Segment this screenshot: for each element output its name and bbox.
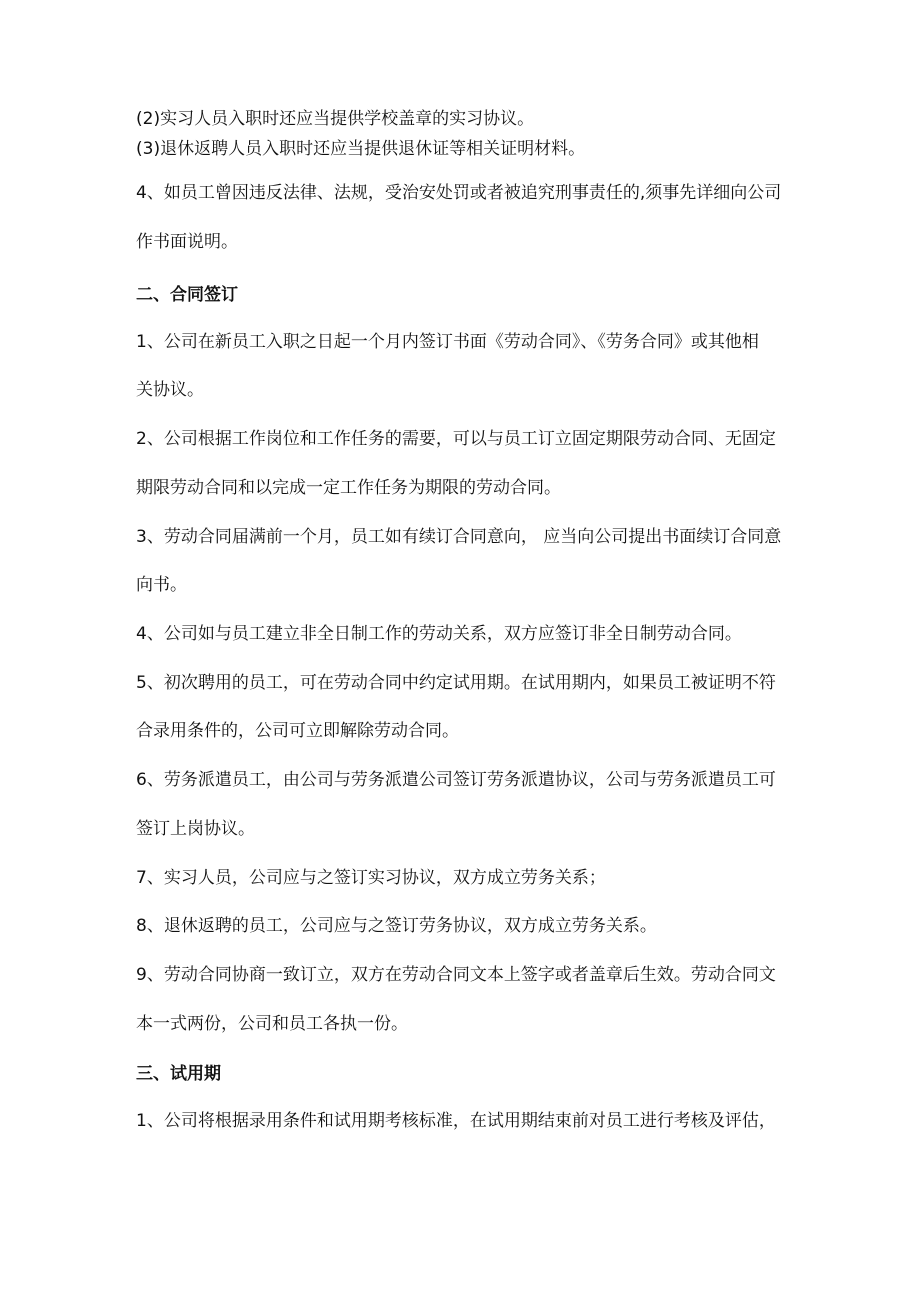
paragraph-line: 本一式两份，公司和员工各执一份。	[136, 1014, 408, 1034]
paragraph-line: 1、公司将根据录用条件和试用期考核标准，在试用期结束前对员工进行考核及评估，	[136, 1111, 776, 1131]
paragraph-line: 7、实习人员，公司应与之签订实习协议，双方成立劳务关系；	[136, 868, 606, 888]
paragraph-line: 关协议。	[136, 380, 204, 400]
paragraph-line: 4、如员工曾因违反法律、法规，受治安处罚或者被追究刑事责任的,须事先详细向公司	[136, 183, 782, 203]
paragraph-line: 期限劳动合同和以完成一定工作任务为期限的劳动合同。	[136, 478, 561, 498]
paragraph-line: 8、退休返聘的员工，公司应与之签订劳务协议，双方成立劳务关系。	[136, 916, 657, 936]
paragraph-line: 3、劳动合同届满前一个月，员工如有续订合同意向， 应当向公司提出书面续订合同意	[136, 527, 782, 547]
paragraph-line: (2)实习人员入职时还应当提供学校盖章的实习协议。	[136, 109, 535, 129]
paragraph-line: (3)退休返聘人员入职时还应当提供退休证等相关证明材料。	[136, 139, 586, 159]
paragraph-line: 签订上岗协议。	[136, 819, 255, 839]
paragraph-line: 9、劳动合同协商一致订立，双方在劳动合同文本上签字或者盖章后生效。劳动合同文	[136, 965, 776, 985]
paragraph-line: 向书。	[136, 575, 187, 595]
paragraph-line: 作书面说明。	[136, 232, 238, 252]
paragraph-line: 2、公司根据工作岗位和工作任务的需要，可以与员工订立固定期限劳动合同、无固定	[136, 429, 776, 449]
paragraph-line: 1、公司在新员工入职之日起一个月内签订书面《劳动合同》、《劳务合同》或其他相	[136, 332, 759, 352]
paragraph-line: 5、初次聘用的员工，可在劳动合同中约定试用期。在试用期内，如果员工被证明不符	[136, 673, 776, 693]
section-heading: 三、试用期	[136, 1064, 221, 1084]
section-heading: 二、合同签订	[136, 285, 238, 305]
paragraph-line: 6、劳务派遣员工，由公司与劳务派遣公司签订劳务派遣协议，公司与劳务派遣员工可	[136, 770, 776, 790]
paragraph-line: 4、公司如与员工建立非全日制工作的劳动关系，双方应签订非全日制劳动合同。	[136, 624, 742, 644]
paragraph-line: 合录用条件的，公司可立即解除劳动合同。	[136, 721, 459, 741]
